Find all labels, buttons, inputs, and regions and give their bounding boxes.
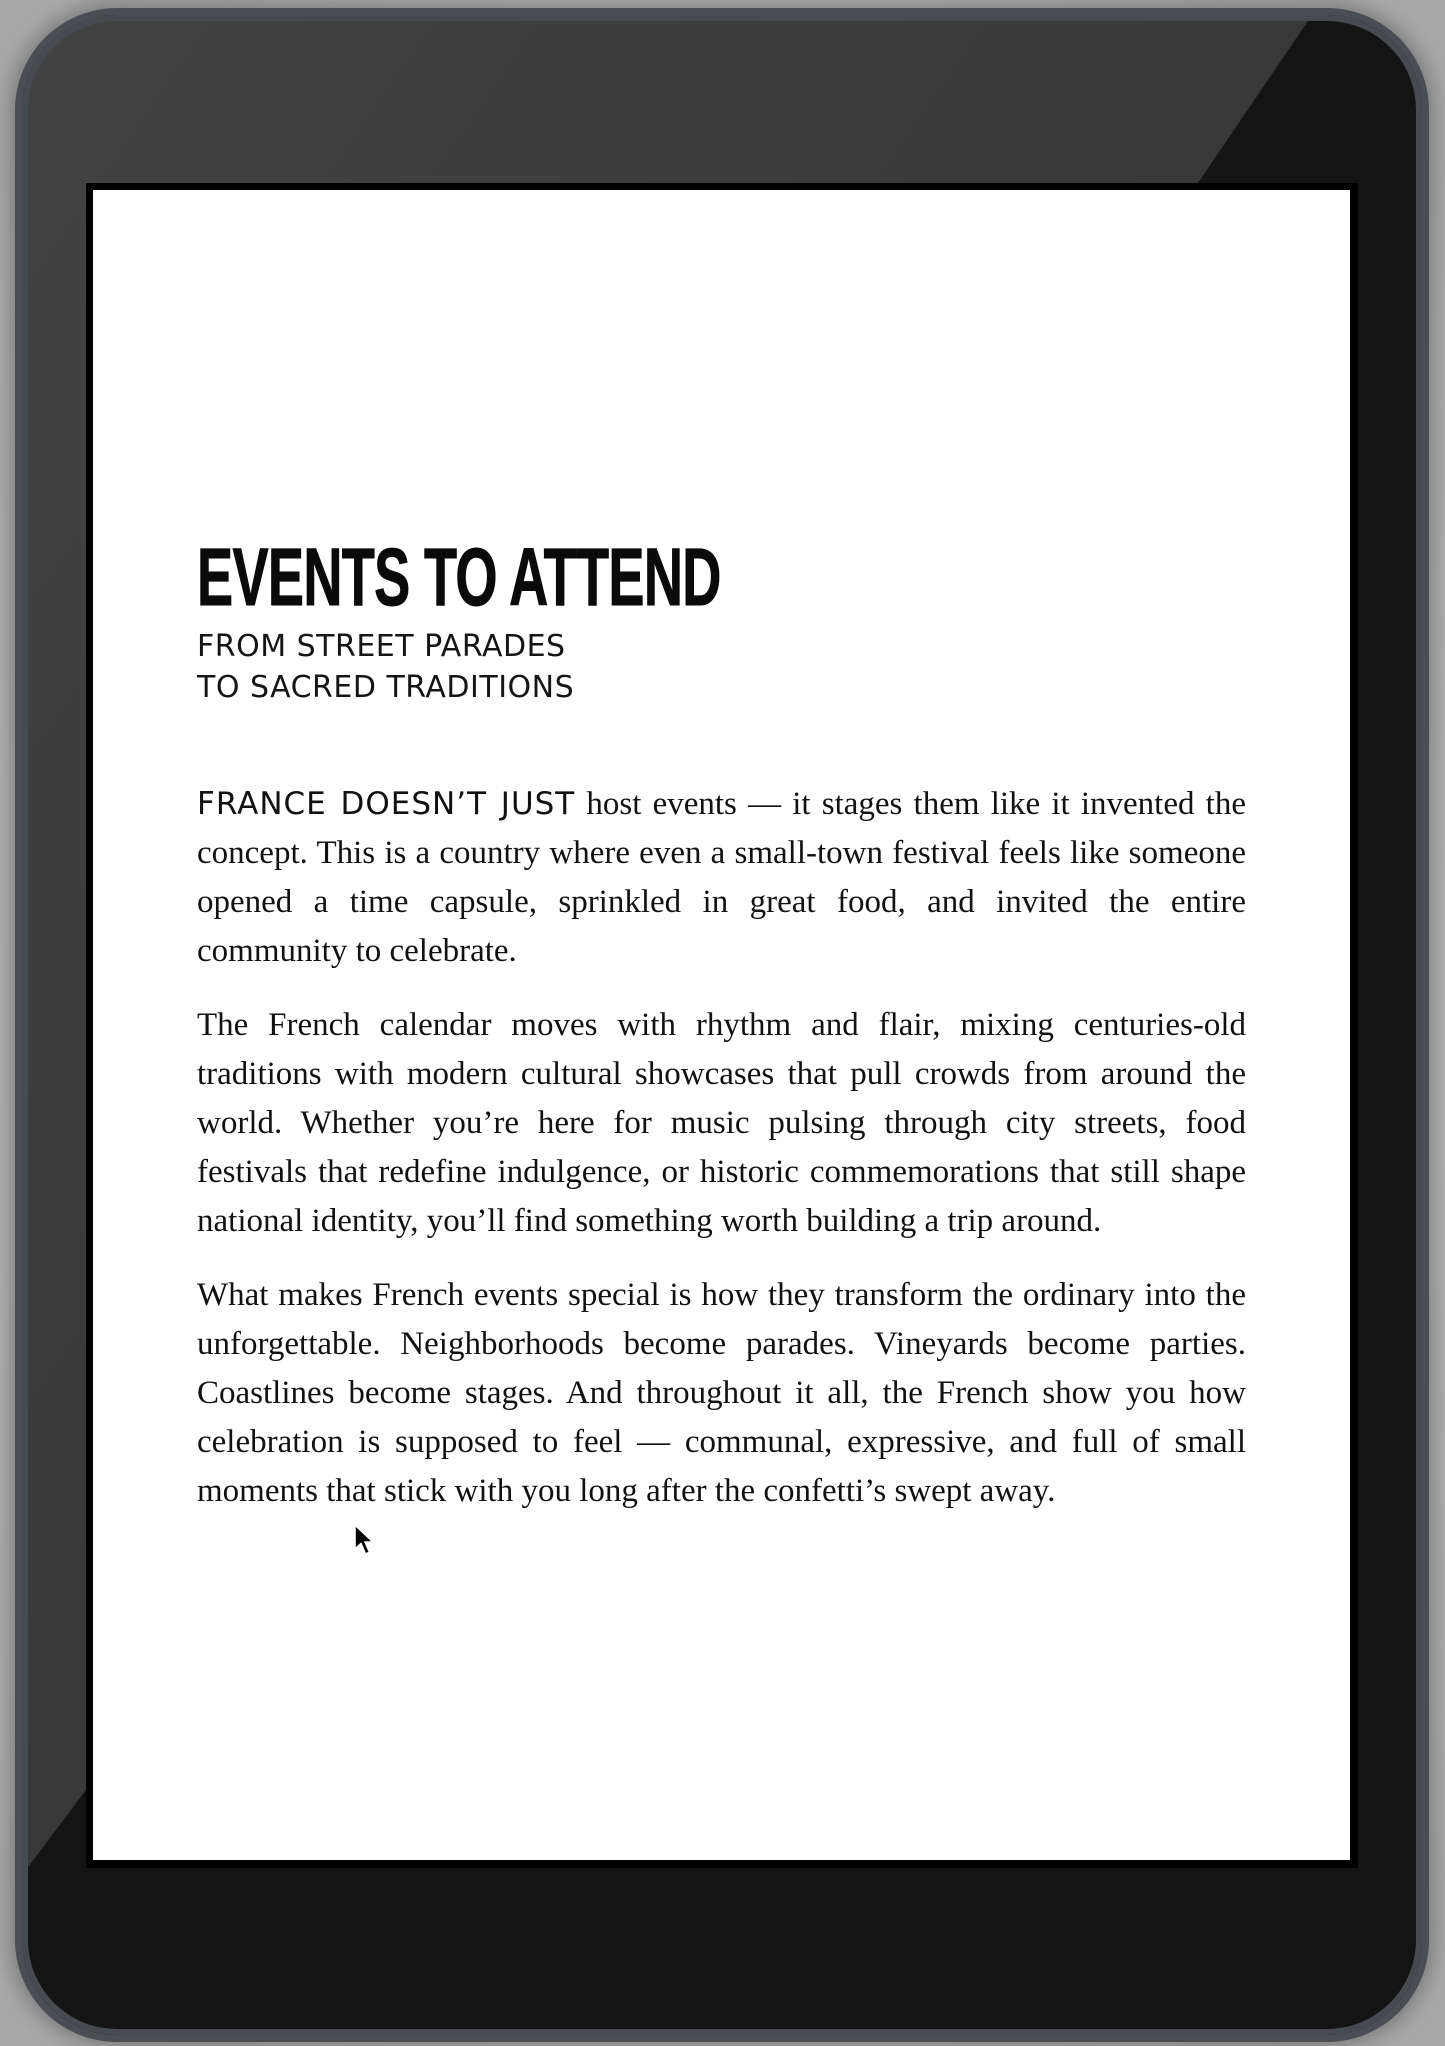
paragraph-lead-in: FRANCE DOESN’T JUST: [197, 786, 576, 822]
paragraph-1-text: host events — it stages them like it invented the concept. This is a country where even a small-town festival feels like someone opened a time capsule, sprinkled in great food, and invited the entire community to celebrate.: [197, 786, 1246, 969]
paragraph-3: What makes French events special is how they transform the ordinary into the unforgettable. Neighborhoods become parades. Vineyards become parties. Coastlines become stages. And throughout it all, the French show you how celebration is supposed to feel — communal, expressive, and full of small moments that stick with you long after the confetti’s swept away.: [197, 1277, 1246, 1509]
screen-frame: [86, 183, 1358, 1868]
arrow-pointer-icon: [354, 1524, 376, 1558]
book-page: [197, 532, 1246, 1541]
page-subtitle: [197, 626, 1246, 708]
subtitle-line-2: TO SACRED TRADITIONS: [197, 670, 575, 705]
paragraph-1: [197, 780, 1246, 976]
tablet-device: [22, 15, 1422, 2035]
page-title: EVENTS TO ATTEND: [197, 532, 721, 623]
subtitle-line-1: FROM STREET PARADES: [197, 629, 566, 664]
reader-screen[interactable]: [93, 190, 1350, 1860]
body-text: [197, 780, 1246, 1516]
paragraph-2: The French calendar moves with rhythm and flair, mixing centuries-old traditions with modern cultural showcases that pull crowds from around the world. Whether you’re here for music pulsing through city streets, food festivals that redefine indulgence, or historic commemorations that still shape national identity, you’ll find something worth building a trip around.: [197, 1007, 1246, 1239]
